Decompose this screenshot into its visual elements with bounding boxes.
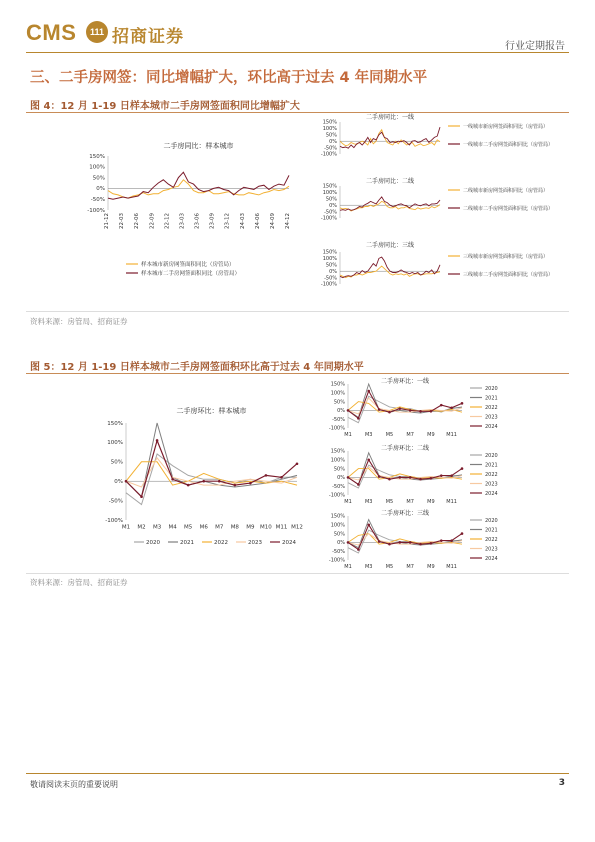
legend-label: 2022 [485, 537, 498, 543]
series-point [399, 407, 402, 410]
y-tick-label: 0% [329, 268, 337, 275]
y-tick-label: 100% [322, 126, 337, 133]
x-tick-label: 22-09 [149, 213, 156, 229]
x-tick-label: M2 [137, 524, 146, 531]
chart-title: 二手房同比：三线 [365, 242, 415, 249]
y-tick-label: -100% [320, 151, 337, 158]
figure4-source-rule [26, 311, 569, 312]
legend-label: 2021 [180, 540, 194, 546]
series-point [171, 478, 174, 481]
series-point [125, 480, 128, 483]
series-line [340, 257, 440, 278]
y-tick-label: -100% [105, 517, 123, 524]
x-tick-label: M5 [184, 524, 193, 531]
chart-title: 二手房环比：样本城市 [176, 407, 247, 415]
footer-disclaimer: 敬请阅读末页的重要说明 [30, 780, 118, 789]
series-point [409, 409, 412, 412]
y-tick-label: -100% [328, 557, 345, 564]
legend-label: 2021 [485, 395, 498, 402]
y-tick-label: 50% [325, 262, 337, 269]
legend-label: 2023 [248, 540, 262, 546]
y-tick-label: -100% [328, 492, 345, 499]
series-point [202, 480, 205, 483]
chart-title: 二手房同比：样本城市 [163, 142, 234, 150]
x-tick-label: M9 [427, 499, 435, 505]
series-point [461, 532, 464, 535]
x-tick-label: 22-12 [164, 213, 171, 229]
series-point [347, 476, 350, 479]
x-tick-label: 22-06 [134, 213, 141, 229]
footer-divider [26, 773, 569, 774]
series-point [430, 410, 433, 413]
x-tick-label: 24-03 [239, 213, 246, 229]
chart-mom-tier3 [322, 508, 562, 572]
legend-label: 2023 [485, 481, 498, 488]
chart-title: 二手房环比：三线 [380, 510, 430, 517]
y-tick-label: 150% [107, 420, 123, 427]
y-tick-label: 150% [322, 183, 337, 190]
y-tick-label: 100% [322, 190, 337, 197]
chart-title: 二手房同比：二线 [365, 178, 415, 185]
y-tick-label: 50% [92, 175, 105, 182]
x-tick-label: M1 [344, 499, 352, 505]
x-tick-label: M3 [152, 524, 162, 531]
legend-label: 2024 [485, 424, 498, 430]
series-point [450, 406, 453, 409]
legend-label: 2024 [485, 556, 498, 562]
legend-label: 2021 [485, 527, 498, 534]
legend-label: 2022 [485, 472, 498, 478]
series-point [388, 543, 391, 546]
chart-yoy-tier1 [312, 112, 562, 176]
logo-badge-icon: 111 [86, 21, 108, 43]
section-title: 三、二手房网签：同比增幅扩大，环比高于过去 4 年同期水平 [30, 70, 428, 86]
logo-company-name: 招商证券 [112, 27, 184, 47]
legend-label: 2020 [146, 540, 160, 546]
header-divider [26, 52, 569, 53]
y-tick-label: 50% [333, 466, 345, 473]
y-tick-label: 150% [330, 448, 345, 455]
series-point [378, 475, 381, 478]
x-tick-label: 24-06 [254, 213, 261, 229]
x-tick-label: 23-12 [224, 213, 231, 229]
y-tick-label: 50% [325, 132, 337, 139]
y-tick-label: 100% [89, 164, 105, 171]
series-point [347, 541, 350, 544]
y-tick-label: -50% [90, 197, 105, 204]
x-tick-label: M7 [406, 499, 414, 505]
legend-label: 样本城市二手房网签面积同比（房管局） [141, 271, 241, 277]
legend-label: 2024 [282, 540, 296, 546]
series-point [461, 402, 464, 405]
series-point [440, 474, 443, 477]
x-tick-label: M1 [121, 524, 131, 531]
x-tick-label: M1 [344, 432, 352, 438]
x-tick-label: 23-06 [194, 213, 201, 229]
y-tick-label: 100% [322, 256, 337, 263]
series-point [378, 540, 381, 543]
chart-yoy-tier2 [312, 176, 562, 240]
x-tick-label: M6 [199, 524, 208, 531]
y-tick-label: 0% [329, 202, 337, 209]
series-point [367, 459, 370, 462]
legend-label: 二线城市新房网签面积同比（房管局） [463, 188, 549, 194]
legend-label: 2020 [485, 518, 498, 524]
series-point [218, 480, 221, 483]
x-tick-label: 22-03 [119, 213, 126, 229]
legend-label: 样本城市新房网签面积同比（房管局） [141, 262, 235, 268]
legend-label: 三线城市二手房网签面积同比（房管局） [463, 272, 554, 278]
y-tick-label: 100% [107, 440, 123, 447]
y-tick-label: 50% [333, 399, 345, 406]
series-point [296, 462, 299, 465]
y-tick-label: -50% [332, 548, 345, 555]
x-tick-label: M7 [406, 564, 414, 570]
y-tick-label: 50% [333, 531, 345, 538]
y-tick-label: -100% [328, 425, 345, 432]
chart-title: 二手房环比：二线 [380, 445, 430, 452]
y-tick-label: -50% [324, 275, 337, 282]
series-point [450, 474, 453, 477]
x-tick-label: M9 [427, 432, 435, 438]
legend-label: 2024 [485, 491, 498, 497]
y-tick-label: 0% [337, 475, 345, 482]
series-point [461, 467, 464, 470]
figure4-caption: 图 4：12 月 1-19 日样本城市二手房网签面积同比增幅扩大 [30, 101, 300, 112]
x-tick-label: 23-03 [179, 213, 186, 229]
y-tick-label: 100% [330, 522, 345, 529]
chart-yoy-sample [80, 140, 295, 280]
series-point [357, 548, 360, 551]
series-point [419, 410, 422, 413]
x-tick-label: M11 [275, 524, 288, 531]
series-point [357, 417, 360, 420]
series-point [347, 409, 350, 412]
y-tick-label: 150% [330, 513, 345, 520]
figure4-source: 资料来源：房管局、招商证券 [30, 317, 128, 326]
legend-label: 2023 [485, 546, 498, 553]
x-tick-label: 21-12 [104, 213, 110, 229]
chart-mom-tier1 [322, 376, 562, 440]
chart-mom-tier2 [322, 443, 562, 507]
legend-label: 2022 [485, 405, 498, 411]
series-point [280, 476, 283, 479]
series-point [357, 483, 360, 486]
series-point [409, 541, 412, 544]
y-tick-label: 0% [329, 138, 337, 145]
y-tick-label: 100% [330, 390, 345, 397]
legend-label: 一线城市新房网签面积同比（房管局） [463, 124, 549, 130]
x-tick-label: M5 [385, 564, 394, 570]
y-tick-label: 150% [330, 381, 345, 388]
series-point [430, 542, 433, 545]
series-point [367, 390, 370, 393]
chart-yoy-tier3 [312, 240, 562, 306]
logo-text: CMS [26, 20, 77, 45]
series-point [440, 404, 443, 407]
chart-title: 二手房环比：一线 [380, 378, 430, 385]
legend-label: 2020 [485, 386, 498, 392]
report-type-label: 行业定期报告 [505, 41, 565, 52]
x-tick-label: M3 [364, 564, 373, 570]
x-tick-label: 23-09 [209, 213, 216, 229]
legend-label: 三线城市新房网签面积同比（房管局） [463, 254, 549, 260]
x-tick-label: M11 [446, 564, 457, 570]
x-tick-label: M5 [385, 432, 394, 438]
legend-label: 2020 [485, 453, 498, 459]
series-point [388, 411, 391, 414]
series-point [440, 539, 443, 542]
series-point [265, 474, 268, 477]
series-point [367, 524, 370, 527]
series-point [409, 476, 412, 479]
x-tick-label: M5 [385, 499, 394, 505]
y-tick-label: 0% [337, 408, 345, 415]
x-tick-label: M3 [364, 432, 373, 438]
series-point [388, 478, 391, 481]
y-tick-label: 0% [96, 186, 105, 193]
legend-label: 2023 [485, 414, 498, 421]
y-tick-label: 50% [110, 459, 123, 466]
x-tick-label: M12 [291, 524, 303, 531]
series-point [234, 484, 237, 487]
y-tick-label: 100% [330, 457, 345, 464]
series-point [140, 495, 143, 498]
series-point [419, 478, 422, 481]
x-tick-label: M7 [406, 432, 414, 438]
chart-title: 二手房同比：一线 [365, 114, 415, 121]
y-tick-label: -100% [87, 207, 105, 214]
page-number: 3 [558, 778, 565, 788]
x-tick-label: M8 [230, 524, 239, 531]
y-tick-label: -50% [332, 416, 345, 423]
x-tick-label: M9 [246, 524, 255, 531]
x-tick-label: M10 [260, 524, 272, 531]
figure5-source-rule [26, 573, 569, 574]
series-point [419, 543, 422, 546]
x-tick-label: M3 [364, 499, 373, 505]
y-tick-label: -50% [324, 209, 337, 216]
series-point [378, 408, 381, 411]
x-tick-label: M11 [446, 432, 457, 438]
x-tick-label: M1 [344, 564, 352, 570]
y-tick-label: 150% [89, 153, 105, 160]
y-tick-label: 0% [114, 479, 123, 486]
figure5-caption: 图 5：12 月 1-19 日样本城市二手房网签面积环比高于过去 4 年同期水平 [30, 362, 364, 373]
x-tick-label: M4 [168, 524, 177, 531]
series-point [430, 477, 433, 480]
figure5-source: 资料来源：房管局、招商证券 [30, 578, 128, 587]
y-tick-label: 0% [337, 540, 345, 547]
x-tick-label: 24-09 [269, 213, 276, 229]
y-tick-label: 150% [322, 119, 337, 126]
series-point [249, 482, 252, 485]
legend-label: 一线城市二手房网签面积同比（房管局） [463, 142, 554, 148]
figure5-caption-rule [26, 373, 569, 374]
x-tick-label: M11 [446, 499, 457, 505]
chart-mom-sample [100, 405, 305, 550]
legend-label: 二线城市二手房网签面积同比（房管局） [463, 206, 554, 212]
y-tick-label: -50% [108, 498, 123, 505]
legend-label: 2022 [214, 540, 228, 546]
series-line [340, 130, 440, 147]
series-point [399, 541, 402, 544]
y-tick-label: -100% [320, 215, 337, 222]
series-point [187, 484, 190, 487]
y-tick-label: 150% [322, 249, 337, 256]
series-point [450, 539, 453, 542]
x-tick-label: 24-12 [285, 213, 291, 229]
series-point [156, 439, 159, 442]
y-tick-label: 50% [325, 196, 337, 203]
x-tick-label: M9 [427, 564, 435, 570]
legend-label: 2021 [485, 462, 498, 469]
series-point [399, 476, 402, 479]
y-tick-label: -50% [332, 483, 345, 490]
x-tick-label: M7 [215, 524, 224, 531]
y-tick-label: -50% [324, 145, 337, 152]
y-tick-label: -100% [320, 281, 337, 288]
